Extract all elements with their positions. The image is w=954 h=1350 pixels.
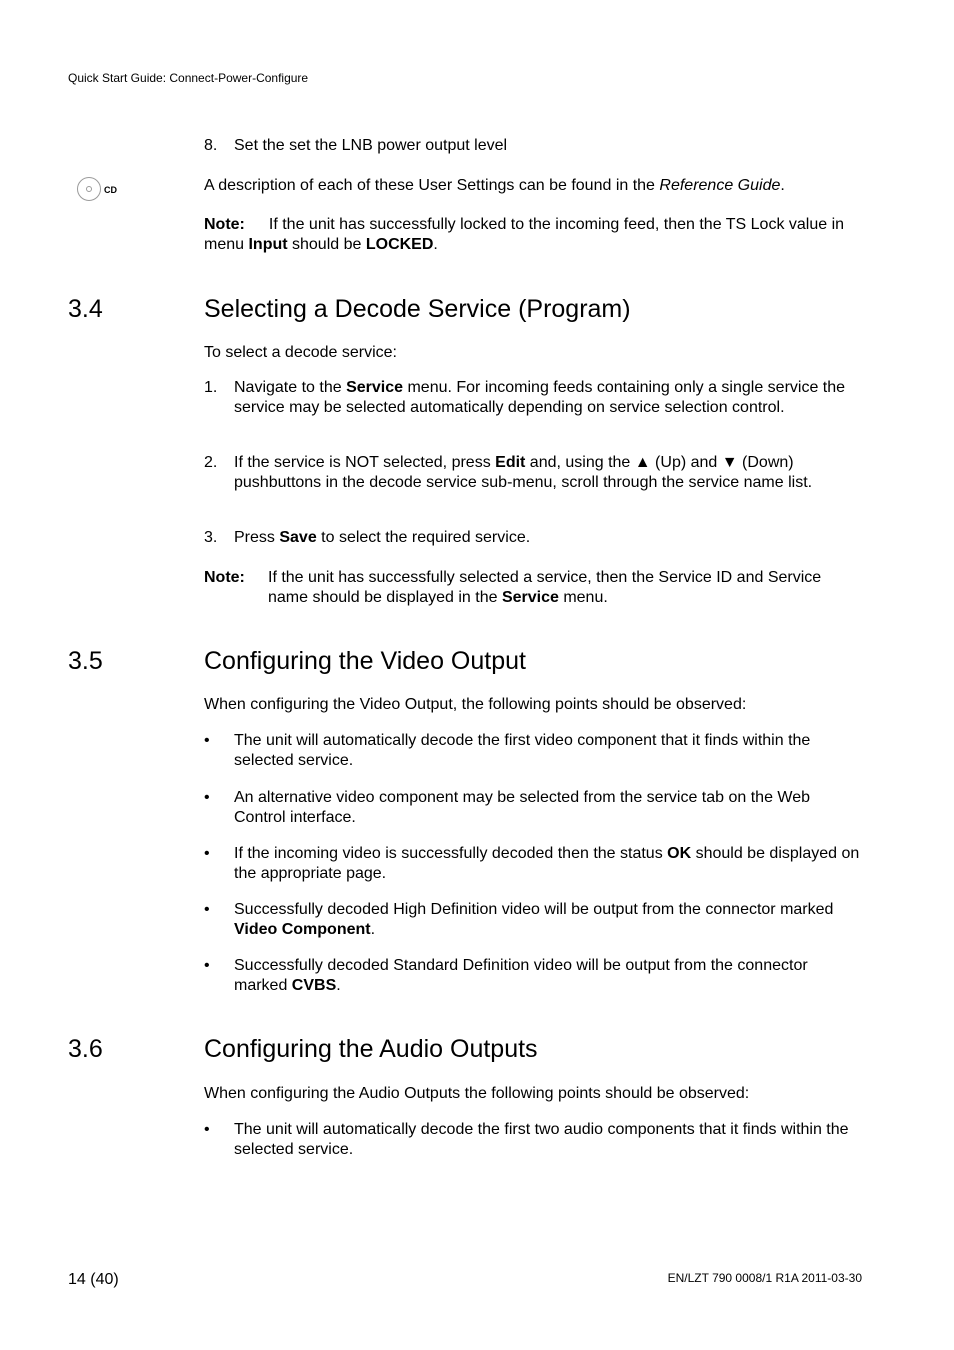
bullet-icon: • xyxy=(204,957,210,974)
step-text xyxy=(234,528,864,548)
note-text: should be xyxy=(287,236,366,253)
bullet-bold: CVBS xyxy=(291,977,337,994)
bullet-text: An alternative video component may be selected from the service tab on the Web Control interface. xyxy=(234,789,811,826)
step-bold: Save xyxy=(279,529,317,546)
cd-icon-label: CD xyxy=(104,185,117,195)
note-bold: Service xyxy=(501,589,559,606)
bullet-icon: • xyxy=(204,732,210,749)
bullet-text: Successfully decoded High Definition video will be output from the connector marked xyxy=(234,901,834,918)
bullet-icon: • xyxy=(204,1121,210,1138)
service-note xyxy=(268,568,864,608)
bullet-bold: Video Component xyxy=(234,921,371,938)
bullet-icon: • xyxy=(204,845,210,862)
step-text-part: menu. For incoming feeds containing only a single service the service may be selected automatically depending on service selection control. xyxy=(234,379,846,416)
reference-note-end: . xyxy=(780,177,785,194)
step-number: 8. xyxy=(204,137,218,154)
section-intro: To select a decode service: xyxy=(204,344,397,361)
step-number: 1. xyxy=(204,379,218,396)
note-label: Note: xyxy=(204,569,245,586)
section-title: Configuring the Video Output xyxy=(204,647,526,675)
doc-id: EN/LZT 790 0008/1 R1A xyxy=(667,1271,799,1285)
bullet-text: The unit will automatically decode the first video component that it finds within the selected service. xyxy=(234,732,811,769)
bullet-item xyxy=(234,844,864,884)
step-text-part: If the service is NOT selected, press xyxy=(234,454,496,471)
bullet-icon: • xyxy=(204,789,210,806)
section-title: Configuring the Audio Outputs xyxy=(204,1035,538,1063)
note-bold-locked: LOCKED xyxy=(365,236,434,253)
step-bold: Service xyxy=(346,379,404,396)
bullet-item xyxy=(234,956,864,996)
note-text: If the unit has successfully locked to the incoming feed, then the TS Lock value in menu xyxy=(204,216,845,253)
note-text: . xyxy=(433,236,438,253)
bullet-text: Successfully decoded Standard Definition video will be output from the connector marked xyxy=(234,957,808,994)
note-text: menu. xyxy=(558,589,608,606)
bullet-icon: • xyxy=(204,901,210,918)
note-text: If the unit has successfully selected a service, then the Service ID and Service name should be displayed in the xyxy=(268,569,822,606)
step-text-part: to select the required service. xyxy=(316,529,531,546)
ts-lock-note xyxy=(204,215,864,255)
step-number: 3. xyxy=(204,529,218,546)
step-text: Set the set the LNB power output level xyxy=(234,137,508,154)
bullet-bold: OK xyxy=(667,845,692,862)
section-number: 3.4 xyxy=(68,295,103,323)
page-number: 14 (40) xyxy=(68,1271,119,1288)
step-number: 2. xyxy=(204,454,218,471)
step-text-part: Navigate to the xyxy=(234,379,347,396)
bullet-text: The unit will automatically decode the first two audio components that it finds within the selected service. xyxy=(234,1121,849,1158)
section-number: 3.5 xyxy=(68,647,103,675)
cd-icon xyxy=(76,176,120,202)
reference-note xyxy=(204,176,864,196)
section-title: Selecting a Decode Service (Program) xyxy=(204,295,631,323)
step-text xyxy=(234,453,864,493)
bullet-text: . xyxy=(336,977,341,994)
bullet-text: . xyxy=(370,921,376,938)
bullet-text: If the incoming video is successfully decoded then the status xyxy=(234,845,668,862)
bullet-item xyxy=(234,731,864,771)
section-intro: When configuring the Video Output, the following points should be observed: xyxy=(204,696,747,713)
note-label: Note: xyxy=(204,216,245,233)
reference-note-text: A description of each of these User Settings can be found in the xyxy=(204,177,660,194)
step-bold: Edit xyxy=(495,454,526,471)
bullet-text: should be displayed on the appropriate page. xyxy=(234,845,860,882)
step-text-part: and, using the ▲ (Up) and ▼ (Down) pushbuttons in the decode service sub-menu, scroll through the service name list. xyxy=(234,454,813,491)
step-text-part: Press xyxy=(234,529,280,546)
step-text xyxy=(234,378,864,418)
section-intro: When configuring the Audio Outputs the following points should be observed: xyxy=(204,1085,750,1102)
bullet-item xyxy=(234,788,864,828)
page-header: Quick Start Guide: Connect-Power-Configure xyxy=(68,71,309,85)
document-id xyxy=(668,1271,862,1285)
reference-guide-title: Reference Guide xyxy=(659,177,781,194)
bullet-item xyxy=(234,900,864,940)
note-bold-input: Input xyxy=(248,236,288,253)
bullet-item xyxy=(234,1120,864,1160)
section-number: 3.6 xyxy=(68,1035,103,1063)
doc-date: 2011-03-30 xyxy=(801,1271,862,1285)
